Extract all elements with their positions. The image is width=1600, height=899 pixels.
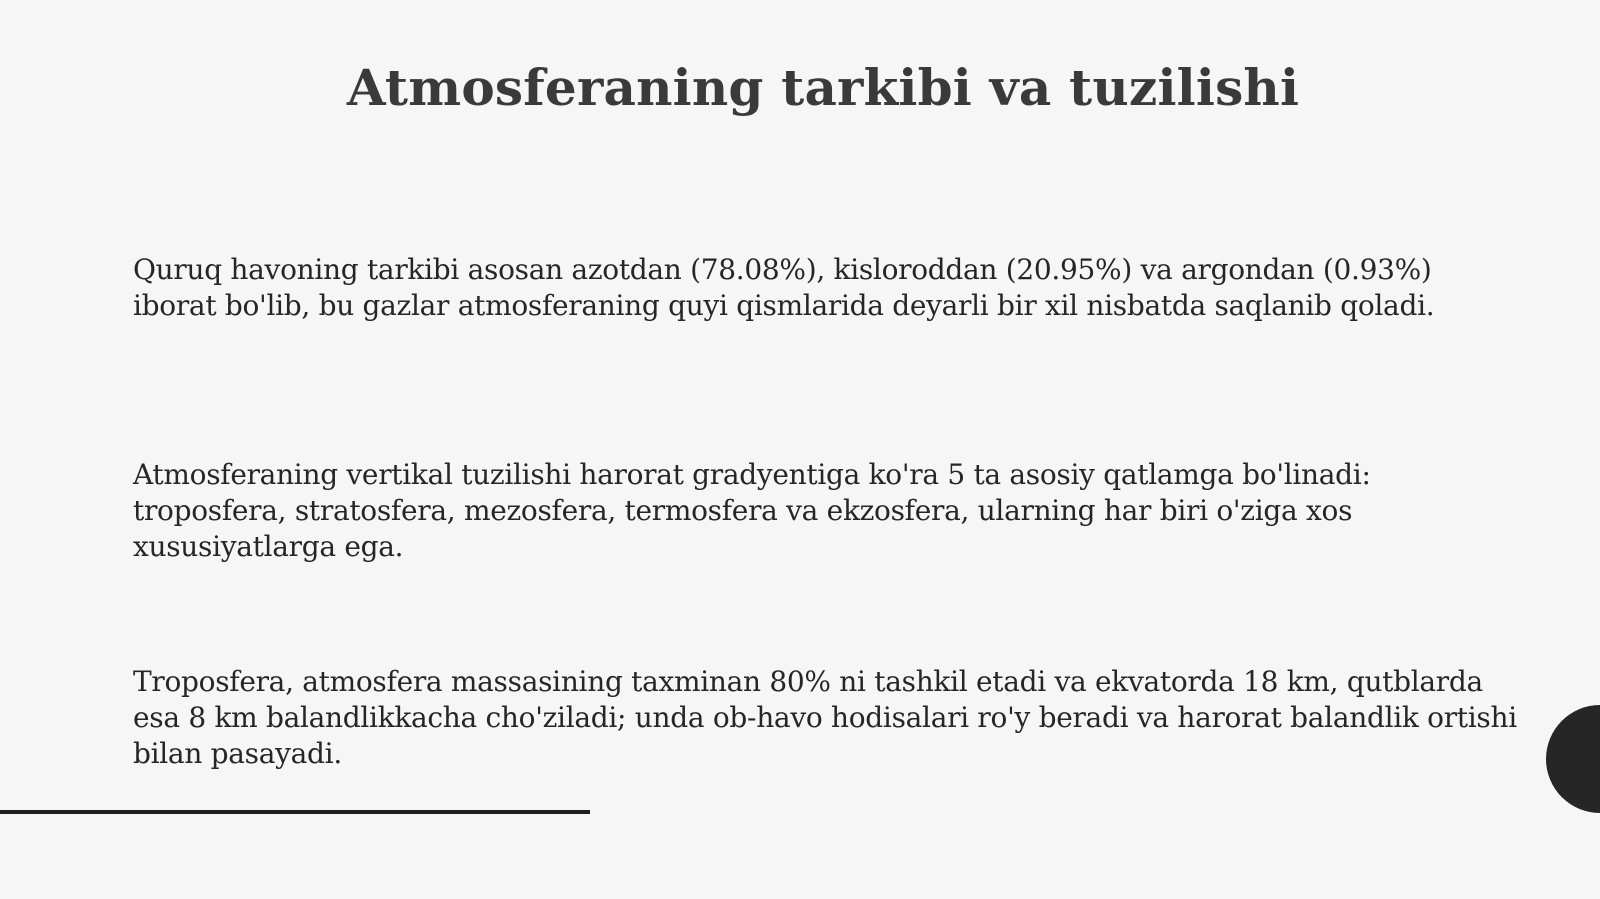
paragraph-troposphere: Troposfera, atmosfera massasining taxminan 80% ni tashkil etadi va ekvatorda 18 km, qutblarda esa 8 km balandlikkacha cho'ziladi; unda ob-havo hodisalari ro'y beradi va harorat balandlik ortishi bilan pasayadi. xyxy=(133,665,1517,770)
decorative-half-circle xyxy=(1546,705,1600,813)
decorative-rule xyxy=(0,810,590,814)
slide-title: Atmosferaning tarkibi va tuzilishi xyxy=(346,58,1300,117)
paragraph-composition: Quruq havoning tarkibi asosan azotdan (78.08%), kisloroddan (20.95%) va argondan (0.93%) iborat bo'lib, bu gazlar atmosferaning quyi qismlarida deyarli bir xil nisbatda saqlanib qoladi. xyxy=(133,253,1435,322)
paragraph-vertical-structure: Atmosferaning vertikal tuzilishi harorat gradyentiga ko'ra 5 ta asosiy qatlamga bo'linadi: troposfera, stratosfera, mezosfera, termosfera va ekzosfera, ularning har biri o'ziga xos xususiyatlarga ega. xyxy=(133,458,1371,563)
